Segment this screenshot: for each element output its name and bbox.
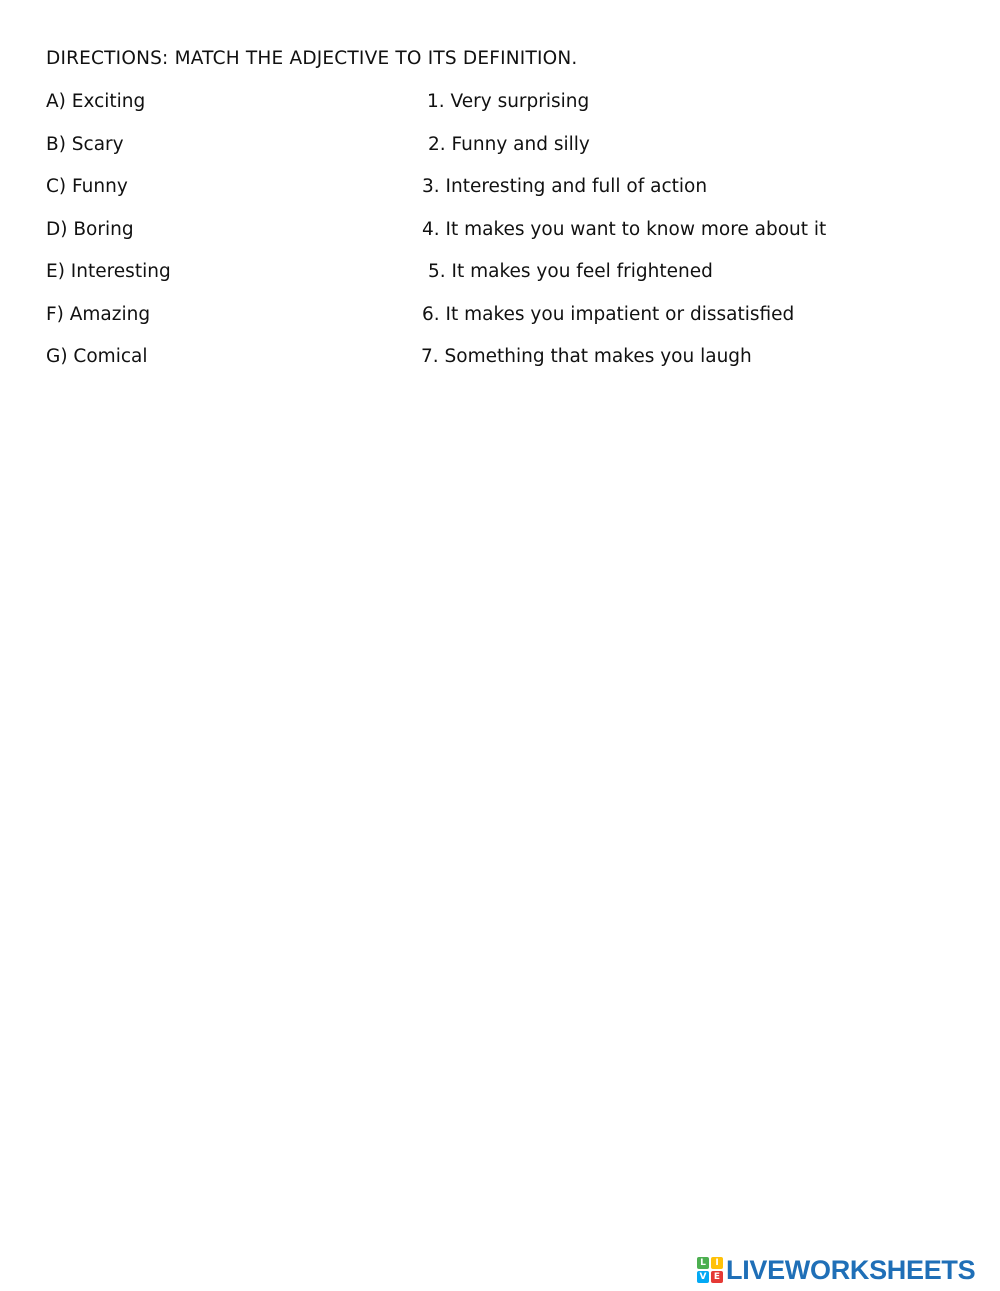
adjective-item: F) Amazing <box>46 304 151 325</box>
adjective-item: A) Exciting <box>46 91 146 112</box>
match-row <box>46 346 946 372</box>
match-row <box>46 304 946 330</box>
definition-item: 5. It makes you feel frightened <box>428 261 713 282</box>
definition-item: 2. Funny and silly <box>428 134 590 155</box>
adjective-item: B) Scary <box>46 134 124 155</box>
definition-item: 1. Very surprising <box>427 91 590 112</box>
directions-heading: DIRECTIONS: MATCH THE ADJECTIVE TO ITS DEFINITION. <box>46 48 578 69</box>
liveworksheets-logo <box>697 1255 975 1285</box>
definition-item: 6. It makes you impatient or dissatisfied <box>422 304 795 325</box>
adjective-item: D) Boring <box>46 219 134 240</box>
adjective-item: C) Funny <box>46 176 128 197</box>
match-row <box>46 219 946 245</box>
definition-item: 3. Interesting and full of action <box>422 176 708 197</box>
logo-letter-v: V <box>697 1271 709 1283</box>
adjective-item: G) Comical <box>46 346 148 367</box>
logo-letter-l: L <box>697 1257 709 1269</box>
logo-letter-i: I <box>711 1257 723 1269</box>
match-row <box>46 91 946 117</box>
match-row <box>46 176 946 202</box>
definition-item: 7. Something that makes you laugh <box>421 346 752 367</box>
logo-letter-e: E <box>711 1271 723 1283</box>
definition-item: 4. It makes you want to know more about it <box>422 219 827 240</box>
logo-mark-icon <box>697 1257 723 1283</box>
match-row <box>46 261 946 287</box>
match-row <box>46 134 946 160</box>
brand-name: LIVEWORKSHEETS <box>726 1254 976 1285</box>
adjective-item: E) Interesting <box>46 261 171 282</box>
